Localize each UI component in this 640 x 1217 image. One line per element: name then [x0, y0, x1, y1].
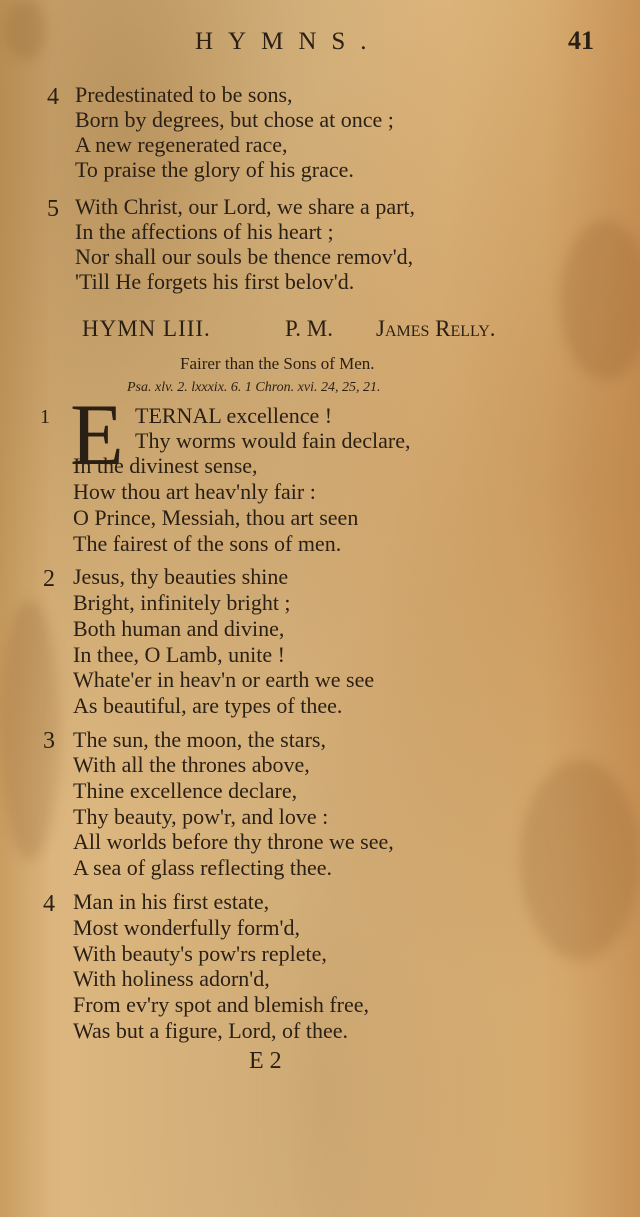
verse-line: Jesus, thy beauties shine — [73, 564, 289, 589]
scripture-references: Psa. xlv. 2. lxxxix. 6. 1 Chron. xvi. 24, 25, 21. — [127, 380, 381, 395]
running-title: HYMNS. — [195, 28, 382, 55]
verse-line: With all the thrones above, — [73, 752, 310, 777]
stain-mark — [520, 760, 640, 960]
drop-cap: E — [70, 387, 124, 484]
stanza-number: 2 — [43, 566, 55, 592]
verse-line: Was but a figure, Lord, of thee. — [73, 1018, 348, 1043]
verse-line: With holiness adorn'd, — [73, 966, 270, 991]
page-header — [0, 28, 640, 62]
hymn-title: HYMN LIII. — [82, 316, 211, 341]
verse-line: O Prince, Messiah, thou art seen — [73, 505, 359, 530]
stain-mark — [560, 220, 640, 380]
stanza-number: 1 — [40, 406, 50, 428]
hymn-meter: P. M. — [285, 316, 333, 341]
verse-line: From ev'ry spot and blemish free, — [73, 992, 370, 1017]
verse-line: All worlds before thy throne we see, — [73, 829, 394, 854]
verse-line: To praise the glory of his grace. — [75, 157, 354, 182]
verse-line: In the affections of his heart ; — [75, 219, 334, 244]
verse-line: As beautiful, are types of thee. — [73, 693, 343, 718]
verse-line: 'Till He forgets his first belov'd. — [75, 269, 355, 294]
verse-line: A sea of glass reflecting thee. — [73, 855, 333, 880]
verse-line: Thy beauty, pow'r, and love : — [73, 804, 329, 829]
verse-line: In thee, O Lamb, unite ! — [73, 642, 285, 667]
verse-line: Nor shall our souls be thence remov'd, — [75, 244, 414, 269]
verse-line: The sun, the moon, the stars, — [73, 727, 326, 752]
signature-mark: E 2 — [249, 1048, 282, 1074]
verse-line: Bright, infinitely bright ; — [73, 590, 291, 615]
verse-line: Most wonderfully form'd, — [73, 915, 300, 940]
verse-line: Born by degrees, but chose at once ; — [75, 107, 394, 132]
stanza-number: 4 — [47, 84, 59, 110]
verse-line: The fairest of the sons of men. — [73, 531, 342, 556]
verse-line: With beauty's pow'rs replete, — [73, 941, 327, 966]
verse-line: TERNAL excellence ! — [135, 403, 333, 428]
verse-line: A new regenerated race, — [75, 132, 288, 157]
verse-line: Predestinated to be sons, — [75, 82, 293, 107]
page-number: 41 — [568, 26, 594, 55]
verse-line: Both human and divine, — [73, 616, 285, 641]
stanza-number: 5 — [47, 196, 59, 222]
verse-line: Thy worms would fain declare, — [135, 428, 411, 453]
verse-line: With Christ, our Lord, we share a part, — [75, 194, 416, 219]
hymn-heading — [0, 316, 640, 350]
hymn-author: James Relly. — [376, 316, 496, 341]
stanza-number: 3 — [43, 728, 55, 754]
verse-line: Whate'er in heav'n or earth we see — [73, 667, 375, 692]
verse-line: How thou art heav'nly fair : — [73, 479, 316, 504]
hymn-subtitle: Fairer than the Sons of Men. — [180, 354, 375, 373]
verse-line: Man in his first estate, — [73, 889, 270, 914]
stanza-number: 4 — [43, 891, 55, 917]
verse-line: In the divinest sense, — [73, 453, 258, 478]
verse-line: Thine excellence declare, — [73, 778, 298, 803]
